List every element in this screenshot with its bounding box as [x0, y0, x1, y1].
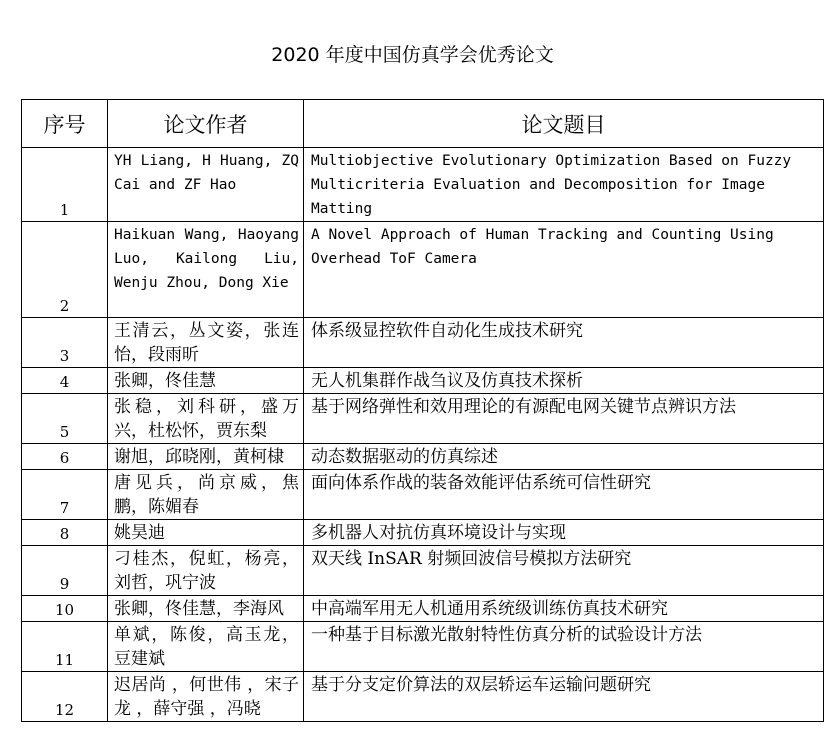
- table-row: [22, 222, 824, 318]
- row-authors: 姚昊迪: [108, 520, 304, 546]
- header-title: 论文题目: [304, 100, 824, 148]
- row-title: 基于分支定价算法的双层轿运车运输问题研究: [304, 672, 824, 722]
- row-number: 2: [22, 222, 108, 318]
- row-title: 面向体系作战的装备效能评估系统可信性研究: [304, 470, 824, 520]
- row-authors: 迟居尚 ，何世伟 ，宋子龙 ，薛守强 ，冯晓: [108, 672, 304, 722]
- row-authors: 张卿，佟佳慧，李海风: [108, 596, 304, 622]
- row-title: 多机器人对抗仿真环境设计与实现: [304, 520, 824, 546]
- row-title: 一种基于目标激光散射特性仿真分析的试验设计方法: [304, 622, 824, 672]
- row-number: 10: [22, 596, 108, 622]
- row-authors: 刁桂杰，倪虹，杨亮，刘哲，巩宁波: [108, 546, 304, 596]
- table-row: [22, 444, 824, 470]
- table-row: [22, 546, 824, 596]
- row-number: 8: [22, 520, 108, 546]
- row-number: 6: [22, 444, 108, 470]
- table-row: [22, 596, 824, 622]
- table-row: [22, 148, 824, 222]
- row-number: 12: [22, 672, 108, 722]
- row-number: 5: [22, 394, 108, 444]
- row-authors: 谢旭，邱晓刚，黄柯棣: [108, 444, 304, 470]
- row-title: 动态数据驱动的仿真综述: [304, 444, 824, 470]
- row-number: 11: [22, 622, 108, 672]
- table-row: [22, 368, 824, 394]
- row-title: 双天线 InSAR 射频回波信号模拟方法研究: [304, 546, 824, 596]
- row-title: 体系级显控软件自动化生成技术研究: [304, 318, 824, 368]
- row-authors: 王清云，丛文姿，张连怡，段雨昕: [108, 318, 304, 368]
- row-authors: Haikuan Wang, Haoyang Luo, Kailong Liu, Wenju Zhou, Dong Xie: [108, 222, 304, 318]
- row-authors: 张稳，刘科研，盛万兴，杜松怀，贾东梨: [108, 394, 304, 444]
- row-title: Multiobjective Evolutionary Optimization Based on Fuzzy Multicriteria Evaluation and Decomposition for Image Matting: [304, 148, 824, 222]
- row-title: 无人机集群作战刍议及仿真技术探析: [304, 368, 824, 394]
- table-row: [22, 470, 824, 520]
- table-row: [22, 394, 824, 444]
- table-header-row: [22, 100, 824, 148]
- row-number: 9: [22, 546, 108, 596]
- row-authors: 单斌，陈俊，高玉龙，豆建斌: [108, 622, 304, 672]
- table-row: [22, 622, 824, 672]
- document-title: 2020 年度中国仿真学会优秀论文: [271, 44, 554, 66]
- row-title: 中高端军用无人机通用系统级训练仿真技术研究: [304, 596, 824, 622]
- row-authors: 张卿，佟佳慧: [108, 368, 304, 394]
- row-title: A Novel Approach of Human Tracking and Counting Using Overhead ToF Camera: [304, 222, 824, 318]
- header-number: 序号: [22, 100, 108, 148]
- row-title: 基于网络弹性和效用理论的有源配电网关键节点辨识方法: [304, 394, 824, 444]
- row-number: 7: [22, 470, 108, 520]
- table-row: [22, 520, 824, 546]
- row-authors: 唐见兵，尚京威，焦鹏，陈媚春: [108, 470, 304, 520]
- row-number: 3: [22, 318, 108, 368]
- table-row: [22, 672, 824, 722]
- row-authors: YH Liang, H Huang, ZQ Cai and ZF Hao: [108, 148, 304, 222]
- header-authors: 论文作者: [108, 100, 304, 148]
- papers-table: [21, 99, 824, 722]
- row-number: 4: [22, 368, 108, 394]
- table-row: [22, 318, 824, 368]
- row-number: 1: [22, 148, 108, 222]
